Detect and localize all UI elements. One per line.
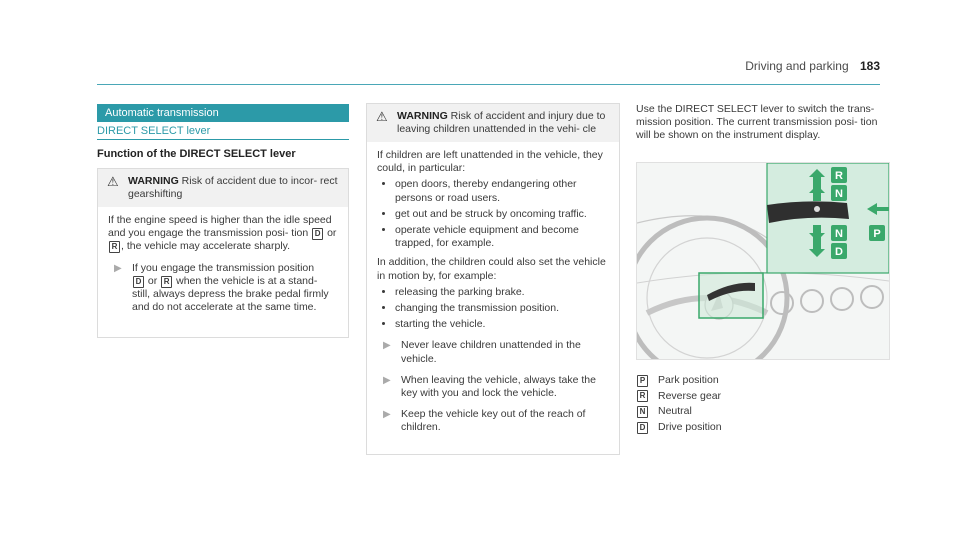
warning-title: Risk of accident due to incor- rect gearshifting (128, 175, 338, 200)
gear-label-text: R (835, 170, 843, 182)
list-item: • operate vehicle equipment and become trapped, for example. (395, 224, 609, 250)
instruction-step: ▶ When leaving the vehicle, always take the key with you and lock the vehicle. (383, 373, 596, 400)
warning-body (367, 142, 619, 443)
list-item: • releasing the parking brake. (395, 286, 609, 299)
warning-title: Risk of accident and injury due to leaving children unattended in the vehi- cle (397, 110, 606, 135)
subheading: Function of the DIRECT SELECT lever (97, 148, 296, 160)
header-rule (97, 84, 880, 85)
list-item: • get out and be struck by oncoming traffic. (395, 208, 609, 221)
gear-label-text: N (835, 188, 843, 200)
neutral-key-icon: N (637, 406, 648, 418)
legend-item: R Reverse gear (636, 389, 722, 405)
gear-legend (636, 373, 722, 435)
step-arrow-icon: ▶ (383, 340, 391, 352)
gear-label-text: D (835, 246, 843, 258)
park-key-icon: P (637, 375, 648, 387)
warning-box-gearshift (97, 168, 349, 338)
section-title: Automatic transmission (97, 104, 349, 122)
running-header (745, 59, 880, 73)
gear-label-d (831, 243, 847, 259)
drive-key-icon: D (637, 422, 648, 434)
gear-label-n-lower (831, 225, 847, 241)
warning-box-children (366, 103, 620, 455)
warning-label: WARNING (128, 175, 179, 187)
list-item: • open doors, thereby endangering other persons or road users. (395, 178, 609, 204)
reverse-key-icon: R (109, 241, 120, 253)
warning-header (98, 169, 348, 207)
gear-label-text: N (835, 228, 843, 240)
direct-select-figure (636, 162, 890, 360)
drive-key-icon: D (312, 228, 323, 240)
warning-label: WARNING (397, 110, 448, 122)
gear-label-text: P (873, 228, 881, 240)
drive-key-icon: D (133, 276, 144, 288)
usage-intro: Use the DIRECT SELECT lever to switch the trans- mission position. The current transmission posi- tion will be shown on the instrument display. (636, 103, 878, 142)
instruction-step: ▶ Never leave children unattended in the vehicle. (383, 339, 581, 365)
instruction-step: ▶ Keep the vehicle key out of the reach of children. (383, 408, 586, 434)
header-title: Driving and parking (745, 59, 849, 73)
page-number: 183 (859, 59, 880, 73)
step-arrow-icon: ▶ (383, 409, 391, 421)
list-item: • starting the vehicle. (395, 318, 609, 331)
instruction-step: ▶ If you engage the transmission position D or R when the vehicle is at a stand- still, always depress the brake pedal firmly and do not accelerate at the same time. (114, 261, 329, 314)
reverse-key-icon: R (637, 390, 648, 402)
risk-list-2 (377, 286, 609, 332)
warning-text: If the engine speed is higher than the idle speed and you engage the transmission posi- tion D or R , the vehicle may accelerate sharply. (108, 214, 337, 253)
dashboard-illustration (637, 163, 889, 359)
risk-list (377, 178, 609, 250)
step-arrow-icon: ▶ (114, 262, 122, 274)
warning-intro: If children are left unattended in the vehicle, they could, in particular: (377, 149, 603, 175)
subsection-link[interactable]: DIRECT SELECT lever (97, 125, 211, 137)
warning-body (98, 207, 348, 322)
warning-triangle-icon: ⚠ (107, 174, 119, 189)
warning-triangle-icon: ⚠ (376, 109, 388, 124)
list-item: • changing the transmission position. (395, 302, 609, 315)
reverse-key-icon: R (161, 276, 172, 288)
gear-label-n-upper (831, 185, 847, 201)
step-arrow-icon: ▶ (383, 374, 391, 386)
subsection-rule (97, 139, 349, 140)
legend-item: P Park position (636, 373, 722, 389)
warning-header (367, 104, 619, 142)
warning-intro-2: In addition, the children could also set the vehicle in motion by, for example: (377, 256, 606, 282)
gear-label-r (831, 167, 847, 183)
gear-label-p (869, 225, 885, 241)
legend-item: D Drive position (636, 420, 722, 436)
legend-item: N Neutral (636, 404, 722, 420)
